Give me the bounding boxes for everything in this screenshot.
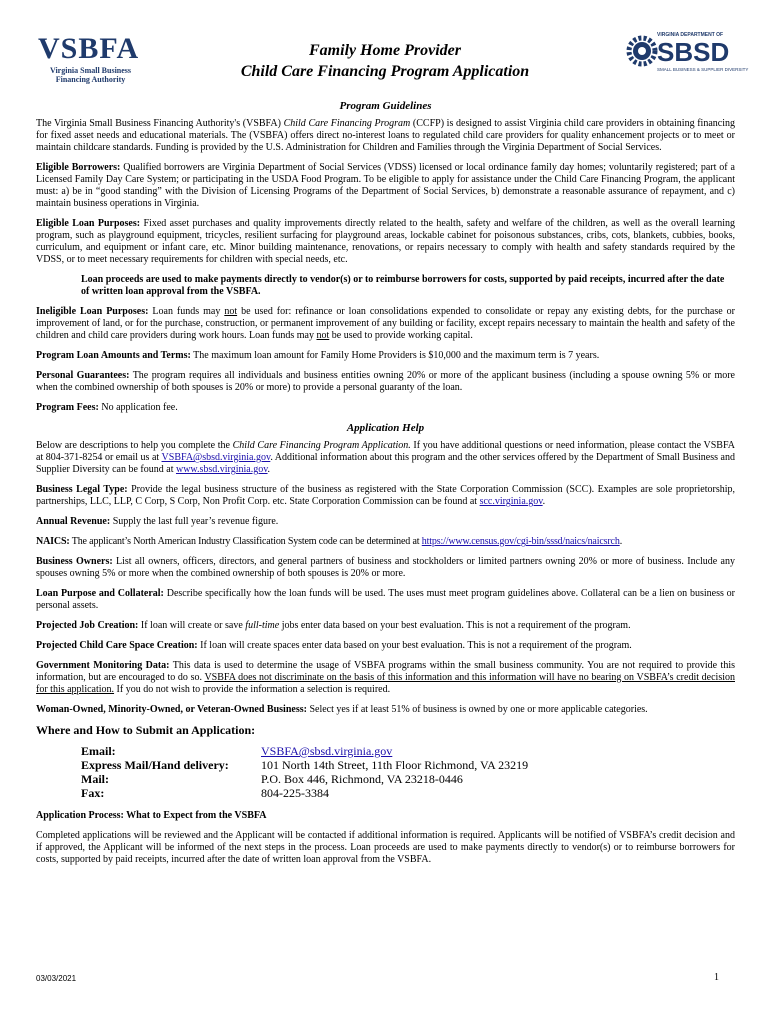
loan-purpose-collateral-label: Loan Purpose and Collateral:: [36, 588, 164, 599]
help-program-name: Child Care Financing Program Application.: [232, 440, 411, 451]
sbsd-logo-name: SBSD: [657, 37, 730, 67]
loan-amounts: [36, 350, 735, 362]
application-process-heading: Application Process: What to Expect from the VSBFA: [36, 810, 267, 821]
projected-job-creation: [36, 620, 735, 632]
help-intro: [36, 440, 735, 476]
projected-job-text-b: jobs enter data based on your best evaluation. This is not a requirement of the program.: [279, 620, 631, 631]
contact-row-express: [81, 758, 735, 772]
application-help-heading: Application Help: [346, 422, 425, 434]
annual-revenue: [36, 516, 735, 528]
application-process-text: Completed applications will be reviewed and the Applicant will be contacted if additional information is required. Applicants will be notified of VSBFA’s credit decision and if approved, the Applicant will be informed of the next steps in the process. Loan proceeds are used to make payments directly to vendor(s) or to reimburse borrowers for costs, supported by paid receipts, incurred after the date of written loan approval from the VSBFA.: [36, 830, 735, 865]
eligible-borrowers: [36, 162, 735, 210]
contact-row-email: [81, 744, 735, 758]
eligible-borrowers-label: Eligible Borrowers:: [36, 162, 121, 173]
vsbfa-logo-line2: Financing Authority: [55, 75, 126, 84]
program-fees: [36, 402, 735, 414]
business-legal-type-text: Provide the legal business structure of the business as registered with the State Corporation Commission (SCC). Examples are sole proprietorship, partnerships, LLC, LLP, C Corp, S Corp, Non Profit Corp. etc. State Corporation Commission can be found at: [36, 484, 735, 507]
gear-icon: [625, 34, 659, 68]
eligible-borrowers-text: Qualified borrowers are Virginia Department of Social Services (VDSS) licensed or local ordinance family day homes; voluntarily registered; part of a Licensed Family Day Care System; or participating in the USDA Food Program. To be eligible to apply for assistance under the Child Care Financing Program, the applicant must: a) be in “good standing” with the Division of Licensing Programs of the Department of Social Services, b) demonstrate a reasonable assurance of repayment, and c) maintain business operations in Virginia.: [36, 162, 735, 209]
ineligible-text-b: be used for: refinance or loan consolidations expended to consolidate or repay any existing debts, for the purchase or improvement of land, or for the purchase, construction, or permanent improvement of any building or facility, except repairs necessary to maintain the health and safety of the children and child care providers during work hours. Loan funds may: [36, 306, 735, 341]
projected-job-creation-label: Projected Job Creation:: [36, 620, 139, 631]
ineligible-purposes-label: Ineligible Loan Purposes:: [36, 306, 149, 317]
ineligible-text-a: Loan funds may: [148, 306, 225, 317]
document-body: [36, 100, 735, 874]
contact-value-fax: 804-225-3384: [261, 786, 329, 800]
loan-amounts-text: The maximum loan amount for Family Home Providers is $10,000 and the maximum term is 7 years.: [190, 350, 600, 361]
naics-end: .: [619, 536, 623, 547]
submit-email-link[interactable]: VSBFA@sbsd.virginia.gov: [261, 744, 393, 758]
naics: [36, 536, 735, 548]
business-owners: [36, 556, 735, 580]
government-monitoring-text-b: If you do not wish to provide the information a selection is required.: [114, 684, 391, 695]
ineligible-text-c: be used to provide working capital.: [329, 330, 473, 341]
sbsd-logo: [625, 32, 749, 78]
vsbfa-logo: [38, 34, 143, 82]
projected-job-text-a: If loan will create or save: [138, 620, 246, 631]
help-intro-text-d: .: [267, 464, 271, 475]
ownership-categories: [36, 704, 735, 716]
eligible-purposes-text: Fixed asset purchases and quality improvements directly related to the health, safety and welfare of the children, as well as the overall learning program, such as playground equipment, tricycles, resilient surfacing for playground areas, lockable cabinet for poisonous substances, cribs, cots, blankets, cubbies, books, curriculum, and equipment or infant care, etc. Minor building maintenance, renovations, or repairs necessary to comply with health and safety standards required by the VDSS, or to meet necessary requirements for children with special needs, etc.: [36, 218, 735, 265]
loan-purpose-collateral-text: Describe specifically how the loan funds will be used. The uses must meet program guidelines above. Collateral can be a lien on business or personal assets.: [36, 588, 736, 611]
vsbfa-logo-mark: VSBFA: [38, 32, 140, 65]
footer-date: 03/03/2021: [36, 974, 77, 983]
contact-label-mail: Mail:: [81, 772, 109, 786]
intro-text: The Virginia Small Business Financing Authority's (VSBFA): [36, 118, 284, 129]
help-intro-text-b: If you have additional questions or need information, please contact the VSBFA at 804-371-8254 or email us at: [36, 440, 735, 463]
title-line-1: Family Home Provider: [309, 42, 461, 59]
government-monitoring-label: Government Monitoring Data:: [36, 660, 170, 671]
ineligible-not-2: not: [316, 330, 330, 341]
naics-link[interactable]: https://www.census.gov/cgi-bin/sssd/naics/naicsrch: [421, 536, 620, 547]
contact-value-express: 101 North 14th Street, 11th Floor Richmond, VA 23219: [261, 758, 529, 772]
personal-guarantees-text: The program requires all individuals and business entities owning 20% or more of the applicant business (including a spouse owning 5% or more when the combined ownership of both spouses is 20% or more) to provide a personal guaranty of the loan.: [36, 370, 735, 393]
eligible-purposes-label: Eligible Loan Purposes:: [36, 218, 141, 229]
document-title: [200, 40, 570, 82]
annual-revenue-text: Supply the last full year’s revenue figure.: [110, 516, 279, 527]
eligible-purposes: [36, 218, 735, 266]
vsbfa-logo-line1: Virginia Small Business: [49, 66, 132, 75]
intro-text-cont: (CCFP) is designed to assist Virginia child care providers in obtaining financing for fixed asset needs and educational materials. The (VSBFA) offers direct no-interest loans to regulated child care providers for quality enhancement projects or to meet or maintain childcare standards. Funding is provided by the U.S. Administration for Children and Families through the Virginia Department of Social Services.: [36, 118, 735, 153]
help-intro-text: Below are descriptions to help you complete the: [36, 440, 233, 451]
loan-amounts-label: Program Loan Amounts and Terms:: [36, 350, 191, 361]
ownership-categories-label: Woman-Owned, Minority-Owned, or Veteran-Owned Business:: [36, 704, 307, 715]
ineligible-purposes: [36, 306, 735, 342]
loan-proceeds-notice: Loan proceeds are used to make payments directly to vendor(s) or to reimburse borrowers for costs, supported by paid receipts, incurred after the date of written loan approval from the VSBFA.: [81, 274, 725, 297]
business-legal-type-end: .: [542, 496, 546, 507]
guidelines-intro: [36, 118, 735, 154]
personal-guarantees: [36, 370, 735, 394]
contact-row-mail: [81, 772, 735, 786]
business-owners-text: List all owners, officers, directors, and general partners of business and stockholders or limited partners owning 20% or more of business. Include any spouses owning 5% or more when the combined ownership of both spouses is 20% or more.: [36, 556, 735, 579]
business-legal-type-label: Business Legal Type:: [36, 484, 128, 495]
non-discrimination-statement: VSBFA does not discriminate on the basis of this information and this information will have no bearing on VSBFA’s credit decision for this application.: [36, 672, 735, 695]
title-line-2: Child Care Financing Program Application: [240, 63, 530, 80]
contact-row-fax: [81, 786, 735, 800]
ownership-categories-text: Select yes if at least 51% of business is owned by one or more applicable categories.: [306, 704, 648, 715]
loan-purpose-collateral: [36, 588, 735, 612]
business-legal-type: [36, 484, 735, 508]
help-intro-text-c: . Additional information about this program and the other services offered by the Department of Small Business and Supplier Diversity can be found at: [36, 452, 735, 475]
annual-revenue-label: Annual Revenue:: [36, 516, 111, 527]
scc-link[interactable]: scc.virginia.gov: [479, 496, 543, 507]
naics-text: The applicant’s North American Industry Classification System code can be determined at: [69, 536, 422, 547]
projected-space-creation-label: Projected Child Care Space Creation:: [36, 640, 198, 651]
government-monitoring-text-a: This data is used to determine the usage of VSBFA programs within the small business community. You are not required to provide this information, but are encouraged to do so.: [36, 660, 735, 683]
sbsd-website-link[interactable]: www.sbsd.virginia.gov: [175, 464, 268, 475]
submit-heading: Where and How to Submit an Application:: [36, 723, 256, 737]
sbsd-logo-dept: VIRGINIA DEPARTMENT OF: [657, 32, 724, 38]
projected-space-creation-text: If loan will create spaces enter data based on your best evaluation. This is not a requirement of the program.: [197, 640, 632, 651]
contact-label-email: Email:: [81, 744, 116, 758]
submission-contacts: [81, 744, 735, 800]
full-time-emphasis: full-time: [245, 620, 280, 631]
page-number: 1: [714, 972, 719, 983]
personal-guarantees-label: Personal Guarantees:: [36, 370, 130, 381]
naics-label: NAICS:: [36, 536, 70, 547]
government-monitoring: [36, 660, 735, 696]
vsbfa-email-link[interactable]: VSBFA@sbsd.virginia.gov: [161, 452, 271, 463]
projected-space-creation: [36, 640, 735, 652]
contact-value-mail: P.O. Box 446, Richmond, VA 23218-0446: [261, 772, 463, 786]
program-fees-text: No application fee.: [98, 402, 178, 413]
contact-label-express: Express Mail/Hand delivery:: [81, 758, 229, 772]
ineligible-not-1: not: [224, 306, 238, 317]
sbsd-logo-tag: SMALL BUSINESS & SUPPLIER DIVERSITY: [657, 67, 749, 72]
program-guidelines-heading: Program Guidelines: [339, 100, 432, 112]
program-name: Child Care Financing Program: [283, 118, 411, 129]
business-owners-label: Business Owners:: [36, 556, 113, 567]
contact-label-fax: Fax:: [81, 786, 105, 800]
program-fees-label: Program Fees:: [36, 402, 99, 413]
